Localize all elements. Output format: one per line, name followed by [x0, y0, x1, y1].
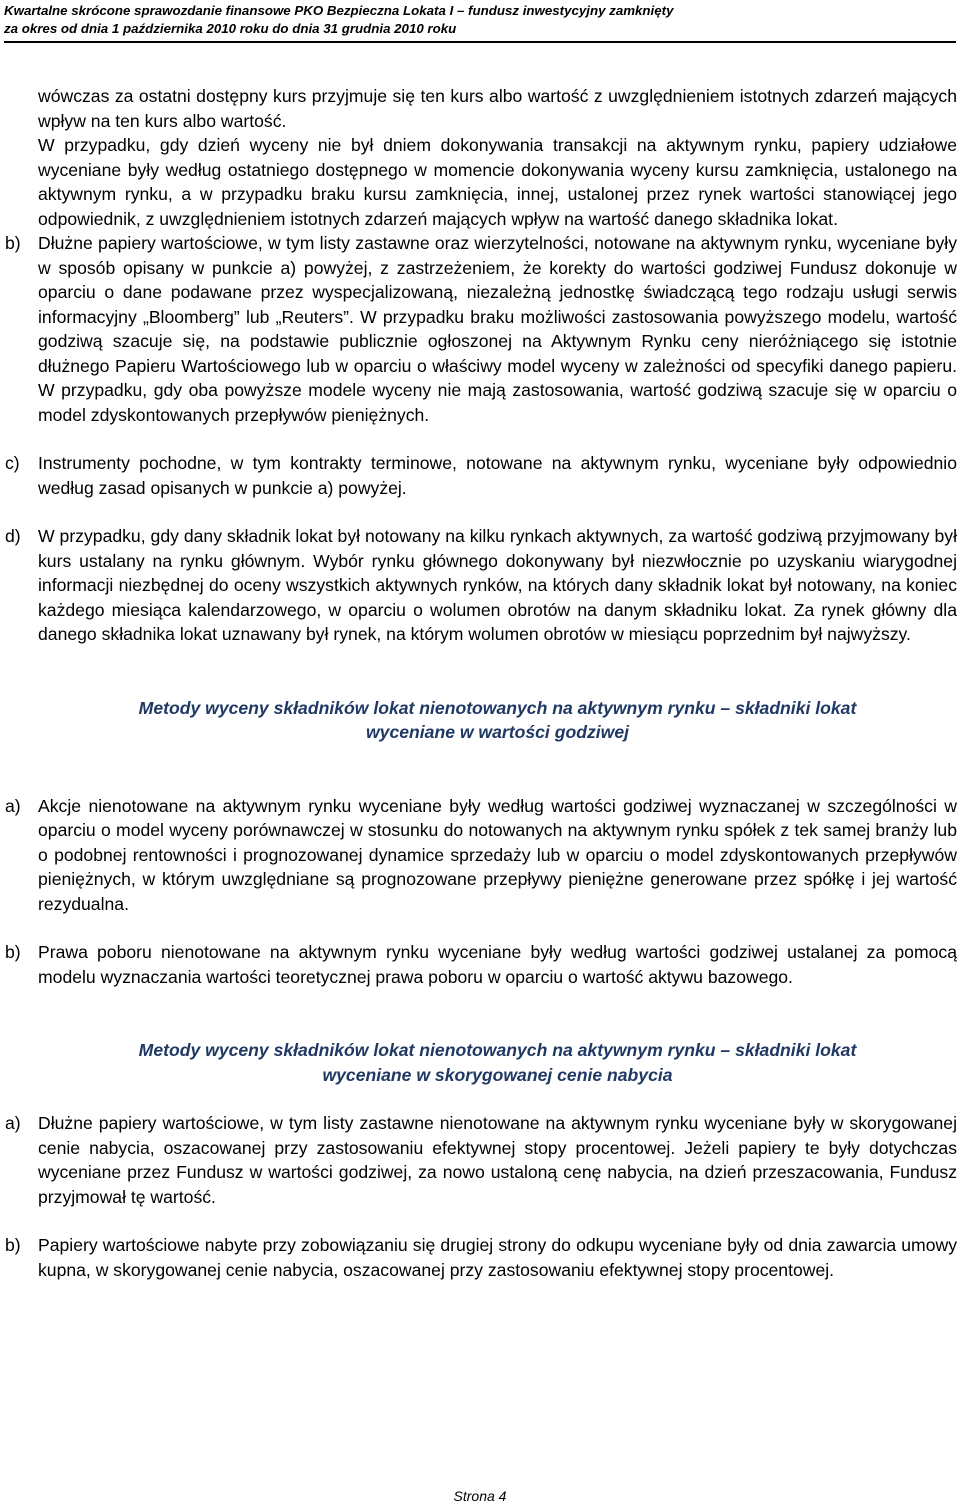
list-item — [5, 524, 957, 647]
section-heading-line: Metody wyceny składników lokat nienotowanych na aktywnym rynku – składniki lokat — [138, 1040, 857, 1060]
header-period: za okres od dnia 1 października 2010 roku do dnia 31 grudnia 2010 roku — [4, 21, 457, 36]
header-title: Kwartalne skrócone sprawozdanie finansowe PKO Bezpieczna Lokata I – fundusz inwestycyjny zamknięty — [4, 3, 674, 18]
paragraph-intro-2: W przypadku, gdy dzień wyceny nie był dniem dokonywania transakcji na aktywnym rynku, papiery udziałowe wyceniane były według ostatniego dostępnego w momencie dokonywania wyceny kursu zamknięcia, ustalonego na aktywnym rynku, a w przypadku braku kursu zamknięcia, innej, ustalonej przez rynek wartości stanowiącej jego odpowiednik, z uwzględnieniem istotnych zdarzeń mających wpływ na wartość danego składnika lokat. — [38, 135, 957, 229]
section-heading-line: Metody wyceny składników lokat nienotowanych na aktywnym rynku – składniki lokat — [138, 697, 857, 718]
list-item-text: W przypadku, gdy dany składnik lokat był notowany na kilku rynkach aktywnych, za wartość godziwą przyjmowany był kurs ustalany na rynku głównym. Wybór rynku głównego dokonywany był niezwłocznie po uzyskaniu wiarygodnej informacji niezbędnej do oceny wszystkich aktywnych rynków, na których dany składnik lokat był notowany, na koniec każdego miesiąca kalendarzowego, w oparciu o wolumen obrotów na danym składniku lokat. Za rynek główny dla danego składnika lokat uznawany był rynek, na którym wolumen obrotów w miesiącu poprzednim był najwyższy. — [38, 526, 957, 644]
list-item — [5, 1233, 957, 1282]
section-heading-line: wyceniane w skorygowanej cenie nabycia — [322, 1064, 673, 1085]
list-item-text: Papiery wartościowe nabyte przy zobowiązaniu się drugiej strony do odkupu wyceniane były od dnia zawarcia umowy kupna, w skorygowanej cenie nabycia, oszacowanej przy zastosowaniu efektywnej stopy procentowej. — [38, 1235, 957, 1280]
list-item-text: Akcje nienotowane na aktywnym rynku wyceniane były według wartości godziwej wyznaczanej w szczególności w oparciu o model wyceny porównawczej w stosunku do notowanych na aktywnym rynku spółek z tek samej branży lub o podobnej rentowności i prognozowanej dynamice sprzedaży lub w oparciu o model zdyskontowanych przepływów pieniężnych, w którym uwzględniane są prognozowane przepływy pieniężne generowane przez spółkę i jej wartość rezydualna. — [38, 795, 957, 914]
list-item-label: a) — [5, 1113, 21, 1133]
section-heading-line: wyceniane w wartości godziwej — [365, 722, 629, 742]
list-item — [5, 1111, 957, 1209]
list-item — [5, 794, 957, 917]
list-item — [5, 940, 957, 989]
list-item-label: c) — [5, 453, 20, 473]
paragraph-intro: wówczas za ostatni dostępny kurs przyjmuje się ten kurs albo wartość z uwzględnieniem istotnych zdarzeń mających wpływ na ten kurs albo wartość. — [38, 86, 957, 131]
section-heading-amortized-cost — [38, 1038, 957, 1087]
list-item — [5, 231, 957, 427]
list-item — [5, 451, 957, 500]
document-body — [5, 84, 957, 1282]
section-heading-fair-value — [38, 696, 957, 745]
list-item-label: b) — [5, 233, 21, 253]
list-item-label: d) — [5, 526, 21, 546]
document-header — [4, 2, 956, 43]
list-item-label: b) — [5, 1235, 21, 1255]
list-item-label: b) — [5, 942, 21, 962]
list-item-label: a) — [5, 795, 21, 816]
list-item-text: Prawa poboru nienotowane na aktywnym rynku wyceniane były według wartości godziwej ustalanej za pomocą modelu wyznaczania wartości teoretycznej prawa poboru w oparciu o wartość aktywu bazowego. — [38, 942, 957, 987]
page-number: Strona 4 — [453, 1488, 507, 1504]
list-item-text: Instrumenty pochodne, w tym kontrakty terminowe, notowane na aktywnym rynku, wyceniane były odpowiednio według zasad opisanych w punkcie a) powyżej. — [38, 453, 957, 498]
list-item-text: Dłużne papiery wartościowe, w tym listy zastawne nienotowane na aktywnym rynku wyceniane były w skorygowanej cenie nabycia, oszacowanej przy zastosowaniu efektywnej stopy procentowej. Jeżeli papiery te były dotychczas wyceniane przez Fundusz w wartości godziwej, za nowo ustaloną cenę nabycia, na dzień przeszacowania, Fundusz przyjmował tę wartość. — [38, 1113, 957, 1207]
list-item-text: Dłużne papiery wartościowe, w tym listy zastawne oraz wierzytelności, notowane na aktywnym rynku, wyceniane były w sposób opisany w punkcie a) powyżej, z zastrzeżeniem, że korekty do wartości godziwej Fundusz dokonuje w oparciu o dane podawane przez wyspecjalizowaną, niezależną jednostkę świadczącą tego rodzaju usługi serwis informacyjny „Bloomberg” lub „Reuters”. W przypadku braku możliwości zastosowania powyższego modelu, wartość godziwą szacuje się, na podstawie publicznie ogłoszonej na Aktywnym Rynku ceny nieróżniącego się istotnie dłużnego Papieru Wartościowego lub w oparciu o właściwy model wyceny w zależności od specyfiki danego papieru. W przypadku, gdy oba powyższe modele wyceny nie mają zastosowania, wartość godziwą szacuje się w oparciu o model zdyskontowanych przepływów pieniężnych. — [38, 233, 957, 425]
